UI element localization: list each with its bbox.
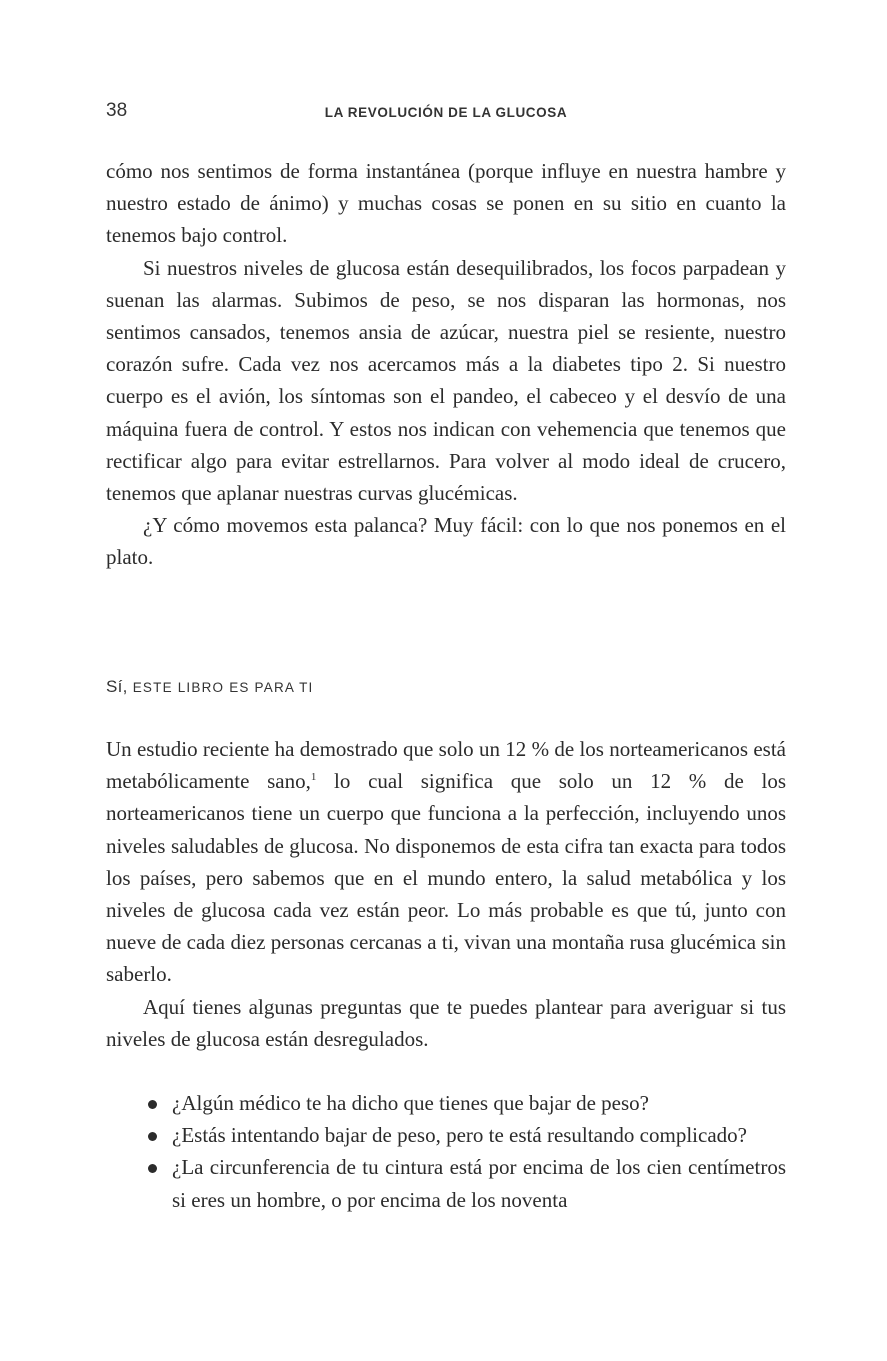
questions-list: [106, 1087, 786, 1216]
footnote-reference[interactable]: 1: [310, 771, 317, 784]
body-text-section: [106, 733, 786, 1055]
question-text: ¿Estás intentando bajar de peso, pero te está resultando complicado?: [172, 1123, 747, 1148]
study-text-after-note: lo cual significa que solo un 12 % de los norteamericanos tiene un cuerpo que funciona a la perfección, incluyendo unos niveles saludables de glucosa. No disponemos de esta cifra tan exacta para todos los países, pero sabemos que en el mundo entero, la salud metabólica y los niveles de glucosa cada vez están peor. Lo más probable es que tú, junto con nueve de cada diez personas cercanas a ti, vivan una montaña rusa glucémica sin saberlo.: [106, 769, 786, 987]
list-item: [106, 1087, 786, 1119]
paragraph-lever: ¿Y cómo movemos esta palanca? Muy fácil: con lo que nos ponemos en el plato.: [106, 513, 786, 570]
page-number: 38: [106, 100, 128, 121]
paragraph-questions-intro: Aquí tienes algunas preguntas que te puedes plantear para averiguar si tus niveles de glucosa están desregulados.: [106, 994, 786, 1051]
paragraph-glucose-imbalance: Si nuestros niveles de glucosa están desequilibrados, los focos parpadean y suenan las alarmas. Subimos de peso, se nos disparan las hormonas, nos sentimos cansados, tenemos ansia de azúcar, nuestra piel se resiente, nuestro corazón sufre. Cada vez nos acercamos más a la diabetes tipo 2. Si nuestro cuerpo es el avión, los síntomas son el pandeo, el cabeceo y el desvío de una máquina fuera de control. Y estos nos indican con vehemencia que tenemos que rectificar algo para evitar estrellarnos. Para volver al modo ideal de crucero, tenemos que aplanar nuestras curvas glucémicas.: [106, 255, 786, 506]
running-header: [106, 100, 786, 128]
bullet-icon: [148, 1164, 157, 1173]
study-text-before-note: Un estudio reciente ha demostrado que solo un 12 % de los norteamericanos está metabólicamente sano,: [106, 737, 786, 794]
body-text-top: [106, 155, 786, 574]
section-heading-rest: ESTE LIBRO ES PARA TI: [132, 680, 314, 695]
section-heading: [106, 677, 313, 697]
question-text: ¿La circunferencia de tu cintura está por encima de los cien centímetros si eres un hombre, o por encima de los noventa: [172, 1155, 786, 1212]
bullet-icon: [148, 1100, 157, 1109]
section-heading-first-word: Sí,: [106, 677, 128, 696]
paragraph-continued: cómo nos sentimos de forma instantánea (porque influye en nuestra hambre y nuestro estado de ánimo) y muchas cosas se ponen en su sitio en cuanto la tenemos bajo control.: [106, 159, 786, 248]
book-title: LA REVOLUCIÓN DE LA GLUCOSA: [324, 105, 568, 120]
list-item: [106, 1151, 786, 1215]
list-item: [106, 1119, 786, 1151]
question-text: ¿Algún médico te ha dicho que tienes que bajar de peso?: [172, 1091, 649, 1115]
paragraph-study: [106, 733, 786, 991]
bullet-icon: [148, 1132, 157, 1141]
